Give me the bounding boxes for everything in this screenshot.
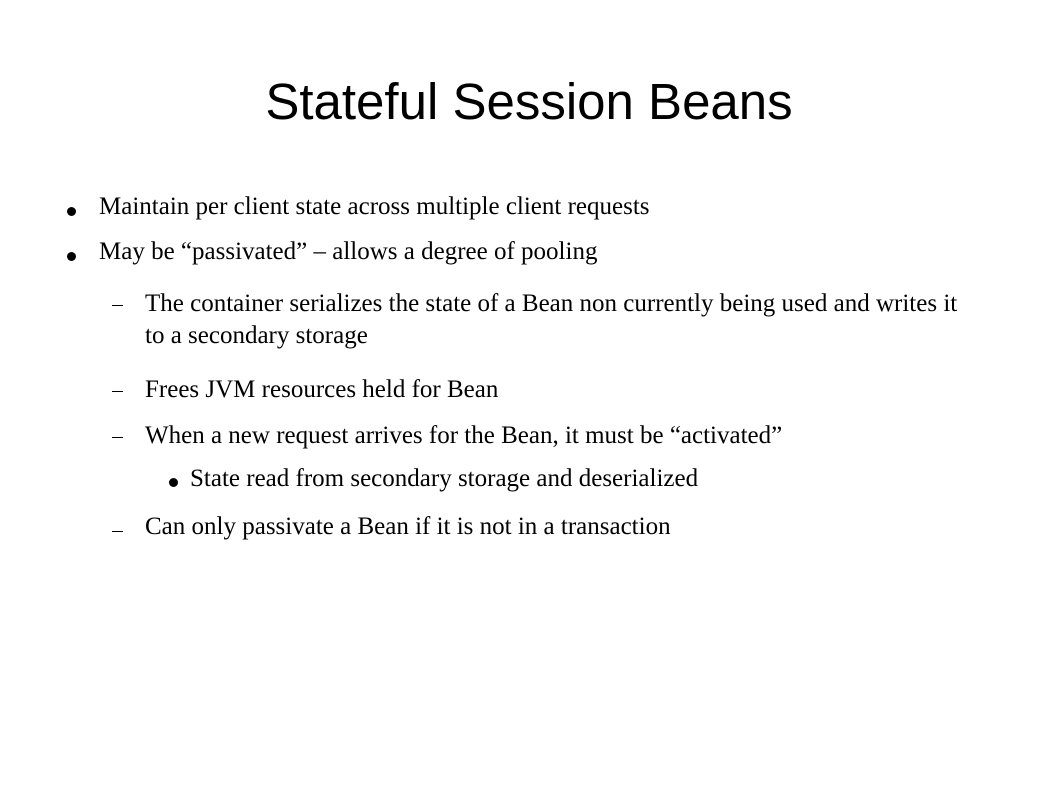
slide-title: Stateful Session Beans [265,73,793,130]
bullet-dash-icon [112,305,123,306]
bullet-text: Can only passivate a Bean if it is not in a transaction [145,513,671,540]
bullet-dash-icon [112,531,123,532]
bullet-text: Frees JVM resources held for Bean [145,376,499,403]
bullet-dash-icon [112,391,123,392]
bullet-dash-icon [112,437,123,438]
bullet-dot-icon [67,207,76,216]
bullet-dot-icon [169,478,178,487]
bullet-text: State read from secondary storage and deserialized [190,465,699,492]
bullet-text: Maintain per client state across multiple client requests [99,193,650,220]
bullet-text: When a new request arrives for the Bean, it must be “activated” [145,422,783,449]
bullet-text: The container serializes the state of a Bean non currently being used and writes it to a secondary storage [145,290,958,349]
bullet-dot-icon [67,252,76,261]
bullet-text: May be “passivated” – allows a degree of pooling [99,238,598,265]
